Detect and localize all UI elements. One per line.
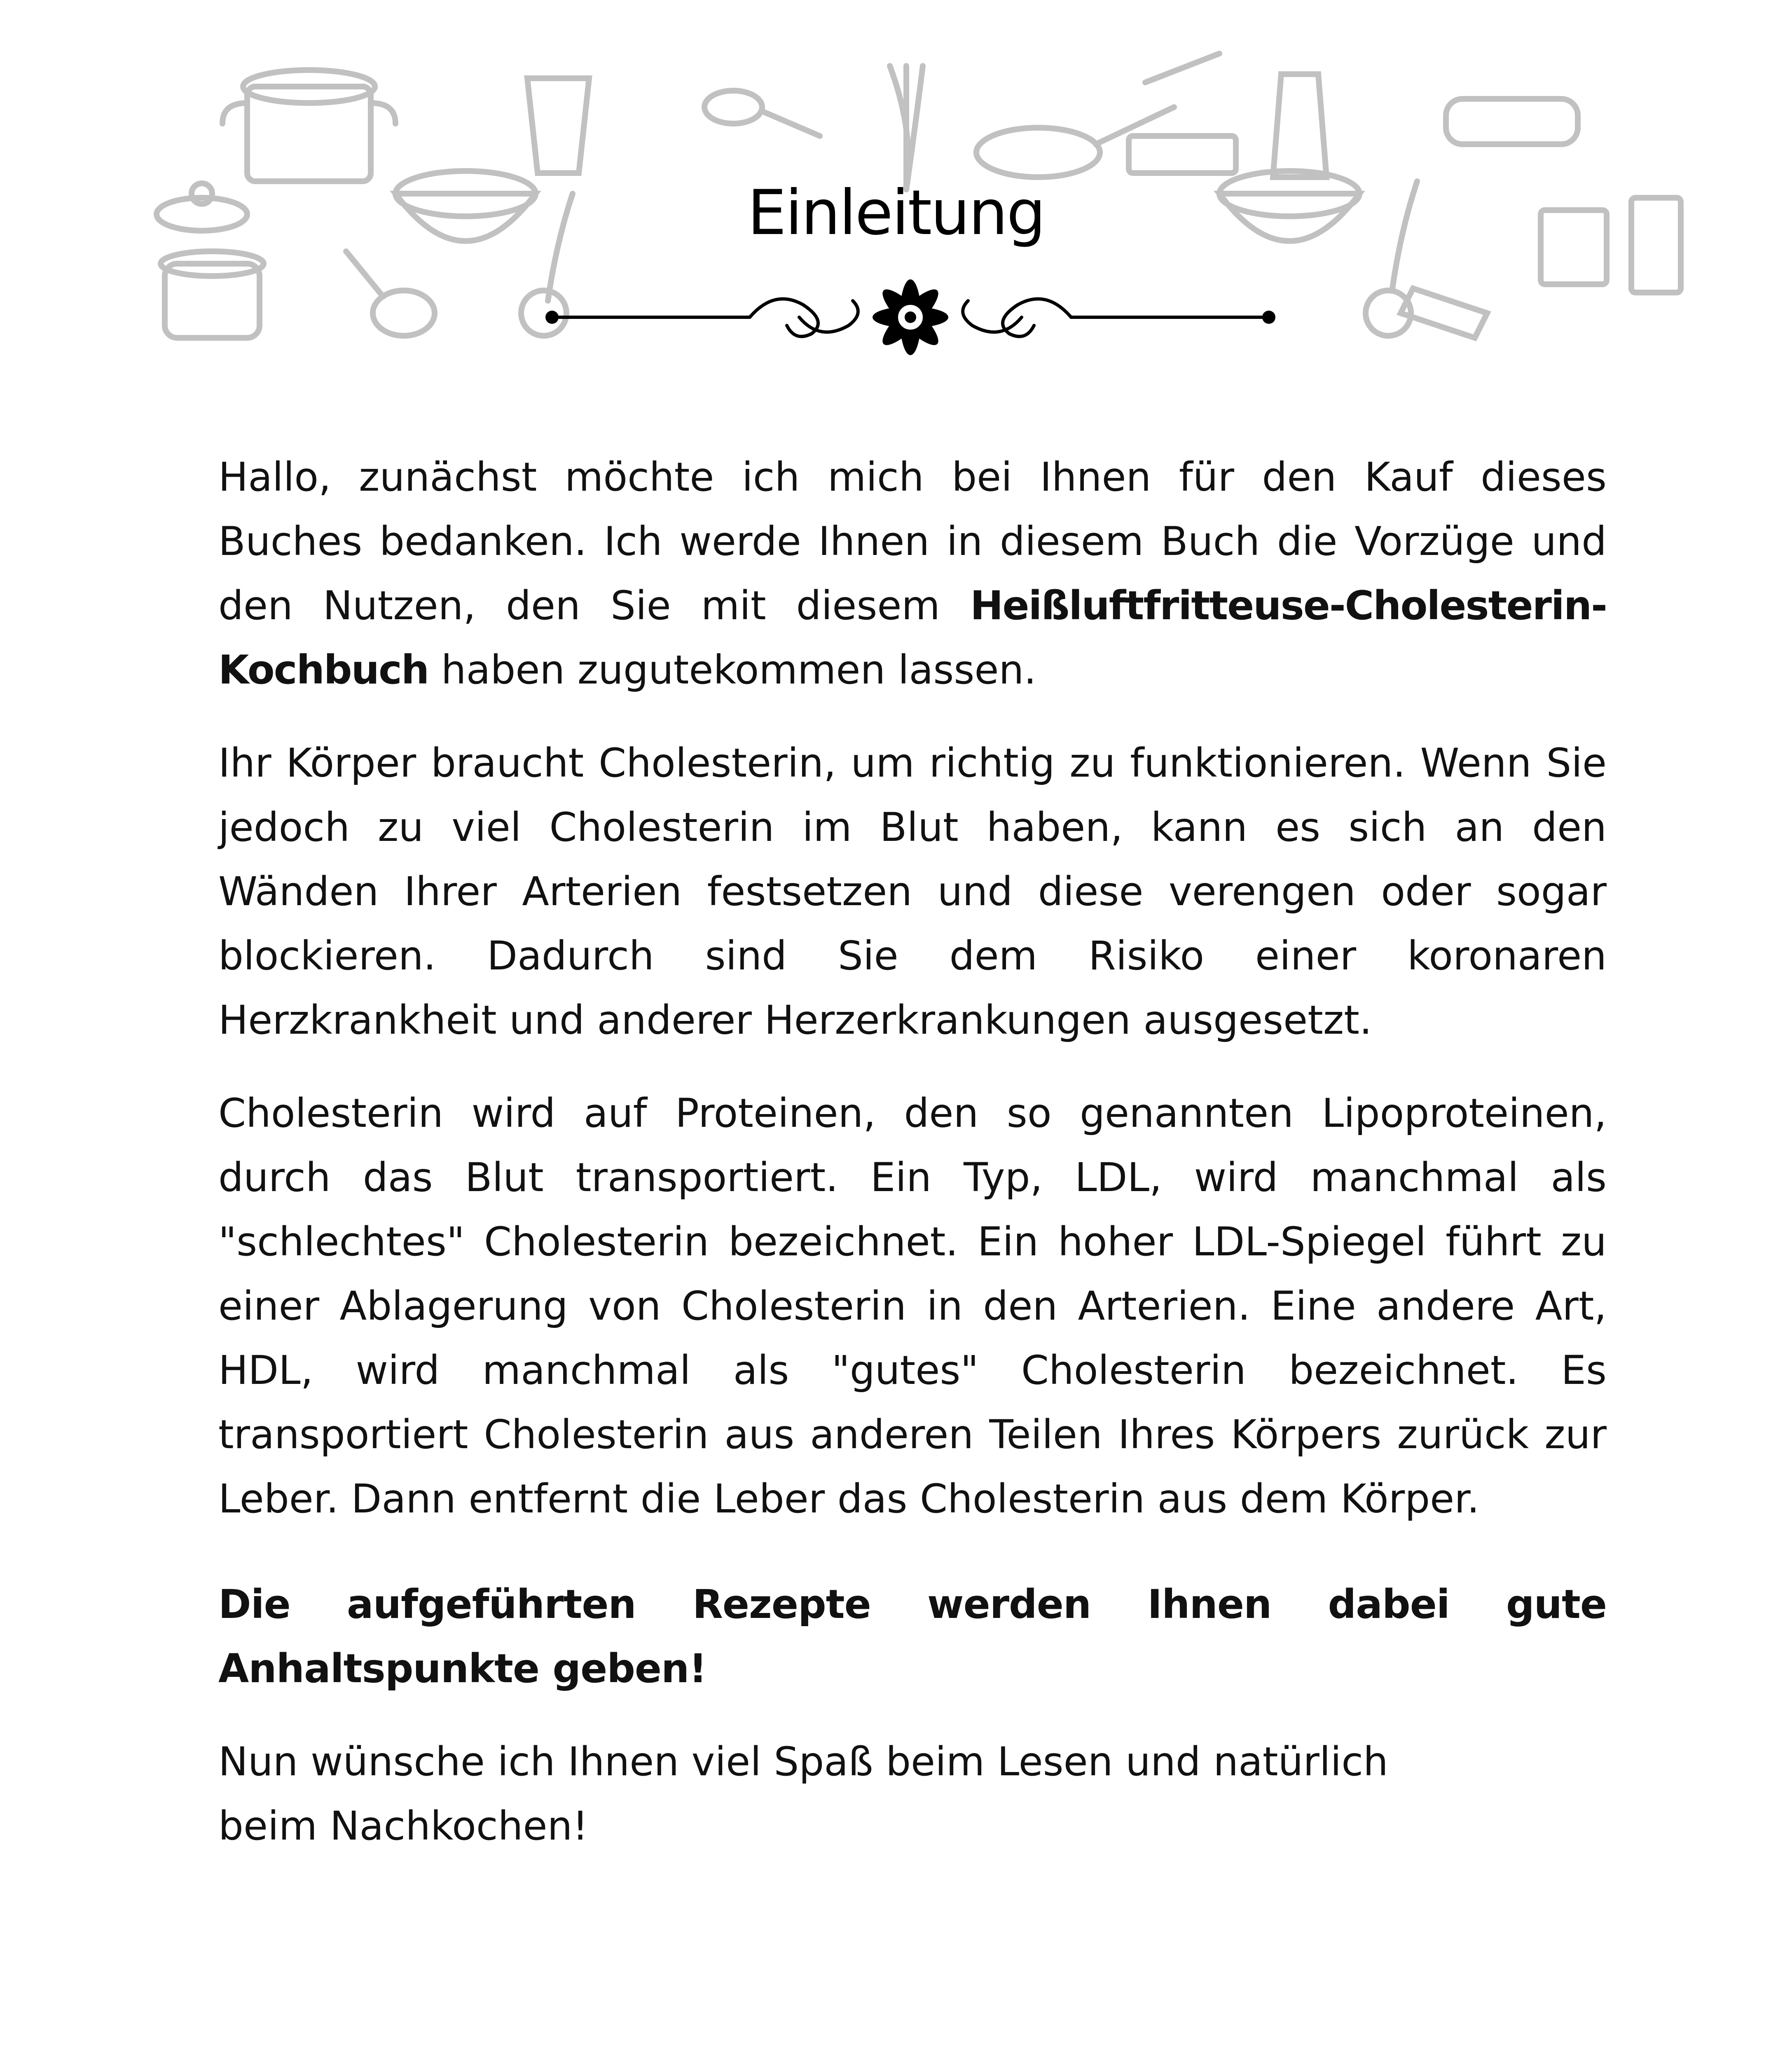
page-title: Einleitung [747,177,1045,249]
paragraph-closing: Nun wünsche ich Ihnen viel Spaß beim Lesen und natürlich beim Nachkochen! [218,1739,1388,1849]
decor-fade [0,2044,1792,2060]
paragraph-lipoproteins: Cholesterin wird auf Proteinen, den so genannten Lipoproteinen, durch das Blut transportiert. Ein Typ, LDL, wird manchmal als "schlechtes" Cholesterin bezeichnet. Ein hoher LDL-Spiegel führt zu einer Ablagerung von Cholesterin in den Arterien. Eine andere Art, HDL, wird manchmal als "gutes" Cholesterin bezeichnet. Es transportiert Cholesterin aus anderen Teilen Ihres Körpers zurück zur Leber. Dann entfernt die Leber das Cholesterin aus dem Körper. [218,1090,1607,1522]
body-text [218,445,1607,1887]
flower-divider-icon [544,264,1277,371]
paragraph-intro: Hallo, zunächst möchte ich mich bei Ihnen für den Kauf dieses Buches bedanken. Ich werde Ihnen in diesem Buch die Vorzüge und den Nutzen, den Sie mit diesem Heißluftfritteuse-Cholesterin-Kochbuch haben zugutekommen lassen. [218,454,1607,693]
paragraph-recipes-note: Die aufgeführten Rezepte werden Ihnen dabei gute Anhaltspunkte geben! [218,1581,1607,1692]
paragraph-cholesterol-body: Ihr Körper braucht Cholesterin, um richtig zu funktionieren. Wenn Sie jedoch zu viel Cholesterin im Blut haben, kann es sich an den Wänden Ihrer Arterien festsetzen und diese verengen oder sogar blockieren. Dadurch sind Sie dem Risiko einer koronaren Herzkrankheit und anderer Herzerkrankungen ausgesetzt. [218,740,1607,1043]
book-title-bold: Heißluftfritteuse-Cholesterin-Kochbuch [218,583,1607,693]
